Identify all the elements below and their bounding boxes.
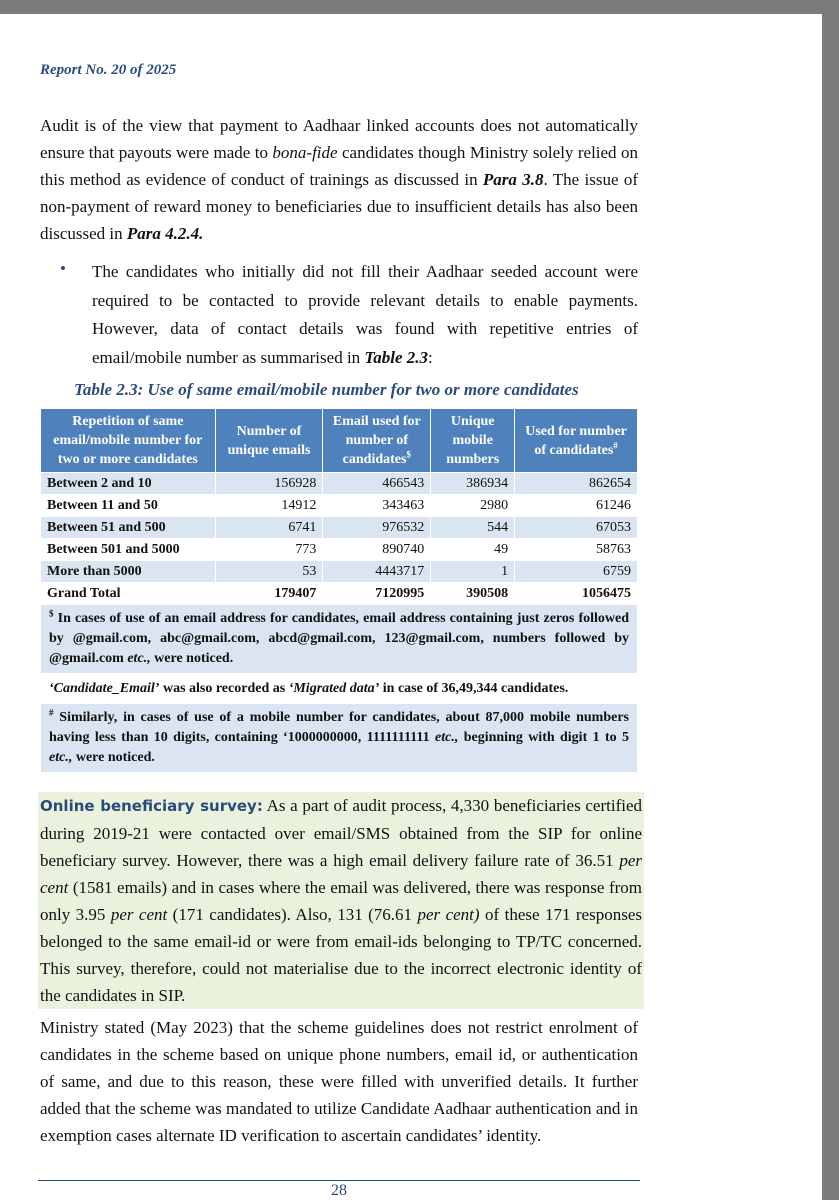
header-mobile-used: Used for number of candidates#	[515, 409, 638, 473]
table-row: Between 11 and 50 14912 343463 2980 61246	[41, 495, 638, 517]
survey-heading: Online beneficiary survey:	[40, 797, 263, 815]
bullet-icon: •	[60, 259, 66, 278]
table-total-row: Grand Total 179407 7120995 390508 1056475	[41, 583, 638, 605]
page-number: 28	[331, 1182, 347, 1199]
report-number-header: Report No. 20 of 2025	[40, 62, 177, 78]
table-row: More than 5000 53 4443717 1 6759	[41, 561, 638, 583]
survey-paragraph: Online beneficiary survey: As a part of audit process, 4,330 beneficiaries certified during 2019-21 were contacted over email/SMS obtained from the SIP for online beneficiary survey. However, there was a high email delivery failure rate of 36.51 per cent (1581 emails) and in cases where the email was delivered, there was response from only 3.95 per cent (171 candidates). Also, 131 (76.61 per cent) of these 171 responses belonged to the same email-id or were from email-ids belonging to TP/TC concerned. This survey, therefore, could not materialise due to the incorrect electronic identity of the candidates in SIP.	[40, 796, 643, 1005]
bullet-paragraph: The candidates who initially did not fill their Aadhaar seeded account were required to be contacted to provide relevant details to enable payments. However, data of contact details was found with repetitive entries of email/mobile number as summarised in Table 2.3:	[92, 262, 638, 367]
header-unique-mobiles: Unique mobile numbers	[431, 409, 515, 473]
table-row: Between 2 and 10 156928 466543 386934 862654	[41, 473, 638, 495]
header-unique-emails: Number of unique emails	[215, 409, 323, 473]
table-note-email: $ In cases of use of an email address for candidates, email address containing just zeros followed by @gmail.com, abc@gmail.com, abcd@gmail.com, 123@gmail.com, numbers followed by @gmail.com etc., were noticed.	[41, 605, 638, 674]
table-note-mobile: # Similarly, in cases of use of a mobile number for candidates, about 87,000 mobile numbers having less than 10 digits, containing ‘1000000000, 1111111111 etc., beginning with digit 1 to 5 etc., were noticed.	[41, 704, 638, 773]
table-caption: Table 2.3: Use of same email/mobile number for two or more candidates	[74, 380, 579, 399]
paragraph-ministry-stated: Ministry stated (May 2023) that the scheme guidelines does not restrict enrolment of candidates in the scheme based on unique phone numbers, email id, or authentication of same, and due to this reason, these were filled with unverified details. It further added that the scheme was mandated to utilize Candidate Aadhaar authentication and in exemption cases alternate ID verification to ascertain candidates’ identity.	[40, 1018, 638, 1145]
paragraph-audit-view: Audit is of the view that payment to Aadhaar linked accounts does not automatically ensure that payouts were made to bona-fide candidates though Ministry solely relied on this method as evidence of conduct of trainings as discussed in Para 3.8. The issue of non-payment of reward money to beneficiaries due to insufficient details has also been discussed in Para 4.2.4.	[40, 116, 638, 243]
header-repetition: Repetition of same email/mobile number for two or more candidates	[41, 409, 216, 473]
table-note-migrated: ‘Candidate_Email’ was also recorded as ‘Migrated data’ in case of 36,49,344 candidates.	[41, 674, 638, 704]
table-row: Between 51 and 500 6741 976532 544 67053	[41, 517, 638, 539]
document-page	[0, 14, 822, 1200]
table-row: Between 501 and 5000 773 890740 49 58763	[41, 539, 638, 561]
online-survey-box	[38, 792, 644, 1009]
header-email-used: Email used for number of candidates$	[323, 409, 431, 473]
footer-divider	[38, 1180, 640, 1181]
repetition-table	[40, 408, 638, 773]
table-header-row	[41, 409, 638, 473]
